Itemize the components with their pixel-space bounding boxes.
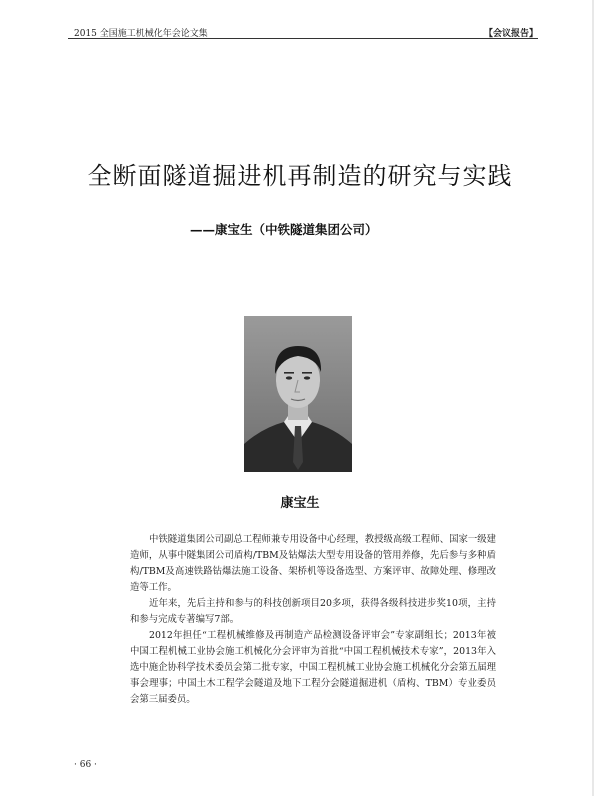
author-biography — [130, 532, 496, 708]
header-rule — [68, 38, 538, 39]
header-section-label: 【会议报告】 — [483, 29, 538, 39]
portrait-photo — [244, 316, 352, 472]
author-portrait — [244, 316, 352, 472]
scan-edge — [592, 0, 594, 796]
bio-paragraph: 中铁隧道集团公司副总工程师兼专用设备中心经理，教授级高级工程师、国家一级建造师，从事中隧集团公司盾构/TBM及钻爆法大型专用设备的管用养修，先后参与多种盾构/TBM及高速铁路钻爆法施工设备、架桥机等设备选型、方案评审、故障处理、修理改造等工作。 — [130, 534, 496, 593]
article-title: 全断面隧道掘进机再制造的研究与实践 — [87, 162, 513, 190]
portrait-caption-name: 康宝生 — [280, 496, 320, 511]
page-number: · 66 · — [74, 760, 97, 770]
article-author-line: ——康宝生（中铁隧道集团公司） — [190, 222, 378, 237]
bio-paragraph: 2012年担任“工程机械维修及再制造产品检测设备评审会”专家副组长；2013年被中国工程机械工业协会施工机械化分会评审为首批“中国工程机械技术专家”，2013年入选中施企协科学技术委员会第二批专家，中国工程机械工业协会施工机械化分会第五届理事会理事；中国土木工程学会隧道及地下工程分会隧道掘进机（盾构、TBM）专业委员会第三届委员。 — [130, 630, 496, 705]
bio-paragraph: 近年来，先后主持和参与的科技创新项目20多项，获得各级科技进步奖10项，主持和参与完成专著编写7部。 — [130, 598, 496, 625]
header-proceedings-title: 2015 全国施工机械化年会论文集 — [74, 29, 208, 39]
